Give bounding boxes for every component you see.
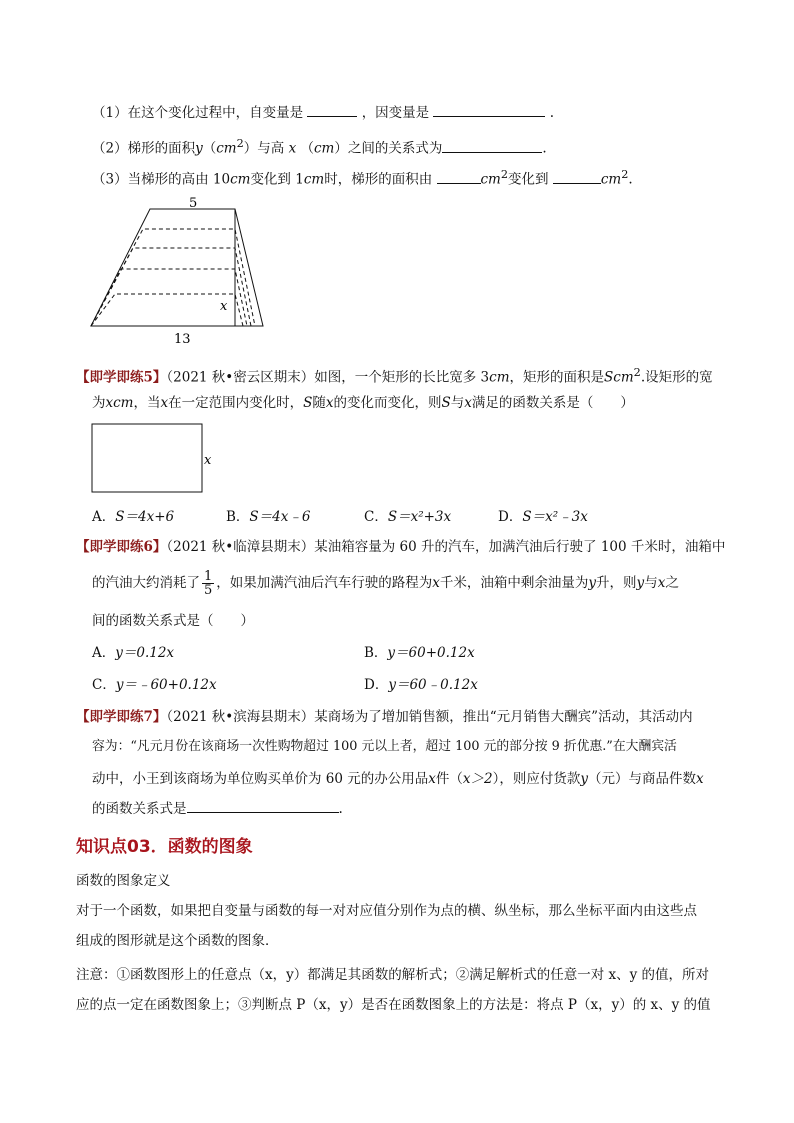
label-x: x <box>220 299 228 314</box>
label-top: 5 <box>189 196 198 211</box>
definition-line-2: 组成的图形就是这个函数的图象． <box>76 933 279 949</box>
q6-option-b[interactable]: B．y＝60+0.12x <box>364 645 475 661</box>
q7-line4: 的函数关系式是 . <box>92 801 343 817</box>
exercise-tag: 【即学即练6】 <box>76 539 167 555</box>
q6-option-a[interactable]: A．y＝0.12x <box>92 645 175 661</box>
trapezoid-outline <box>91 209 263 326</box>
q7-line1: 【即学即练7】（2021 秋•滨海县期末）某商场为了增加销售额，推出“元月销售大酬宾”活动，其活动内 <box>76 709 693 725</box>
q5-option-b[interactable]: B．S＝4x﹣6 <box>226 509 311 525</box>
q6-line1: 【即学即练6】（2021 秋•临漳县期末）某油箱容量为 60 升的汽车，加满汽油后行驶了 100 千米时，油箱中 <box>76 539 726 555</box>
note-line-2: 应的点一定在函数图象上；③判断点 P（x，y）是否在函数图象上的方法是：将点 P（x，y）的 x、y 的值 <box>76 997 711 1013</box>
q7-line3: 动中，小王到该商场为单位购买单价为 60 元的办公用品x件（x＞2），则应付货款y（元）与商品件数x <box>92 771 704 787</box>
q6-option-d[interactable]: D．y＝60﹣0.12x <box>364 677 478 693</box>
label-x: x <box>204 453 212 468</box>
answer-blank <box>187 800 339 813</box>
answer-blank <box>307 104 357 117</box>
fraction-one-fifth: $\frac{1}{5}$ <box>204 569 213 598</box>
definition-line-1: 对于一个函数，如果把自变量与函数的每一对对应值分别作为点的横、纵坐标，那么坐标平面内由这些点 <box>76 903 697 919</box>
rectangle-outline <box>92 424 202 492</box>
q5-option-d[interactable]: D．S＝x²﹣3x <box>498 509 588 525</box>
dashed-level-3 <box>91 269 247 326</box>
definition-title: 函数的图象定义 <box>76 873 171 889</box>
answer-blank <box>553 171 601 184</box>
trapezoid-figure <box>85 195 285 345</box>
q6-option-c[interactable]: C．y＝﹣60+0.12x <box>92 677 217 693</box>
q5-line2: 为xcm，当x在一定范围内变化时，S随x的变化而变化，则S与x满足的函数关系是（ ） <box>92 395 634 411</box>
q1-part3: （3）当梯形的高由 10cm变化到 1cm时，梯形的面积由 $cm^2$变化到 $cm^2$. <box>92 168 633 188</box>
rectangle-figure <box>90 422 220 497</box>
answer-blank <box>442 140 542 153</box>
q6-line2: 的汽油大约消耗了 $\frac{1}{5}$ ，如果加满汽油后汽车行驶的路程为x千米，油箱中剩余油量为y升，则y与x之 <box>92 569 679 598</box>
section-heading: 知识点03．函数的图象 <box>76 837 253 857</box>
exercise-tag: 【即学即练5】 <box>76 369 167 386</box>
dashed-level-2 <box>91 248 251 326</box>
label-bottom: 13 <box>174 332 191 345</box>
q5-option-a[interactable]: A．S＝4x+6 <box>92 509 175 525</box>
exercise-tag: 【即学即练7】 <box>76 709 167 725</box>
q5-option-c[interactable]: C．S＝x²+3x <box>364 509 452 525</box>
q7-line2: 容为：“凡元月份在该商场一次性购物超过 100 元以上者，超过 100 元的部分按 9 折优惠.”在大酬宾活 <box>92 739 677 754</box>
q1-part1: （1）在这个变化过程中，自变量是 ，因变量是 . <box>92 105 555 121</box>
note-line-1: 注意：①函数图形上的任意点（x，y）都满足其函数的解析式；②满足解析式的任意一对 x、y 的值，所对 <box>76 967 710 983</box>
answer-blank <box>433 104 545 117</box>
answer-blank <box>437 171 481 184</box>
q1-part2: （2）梯形的面积$y(cm^2)$与高 x （cm）之间的关系式为 . <box>92 137 547 157</box>
q6-line3: 间的函数关系式是（ ） <box>92 613 254 629</box>
q5-line1: 【即学即练5】（2021 秋•密云区期末）如图，一个矩形的长比宽多 3cm，矩形的面积是Scm$^2$.设矩形的宽 <box>76 366 713 386</box>
